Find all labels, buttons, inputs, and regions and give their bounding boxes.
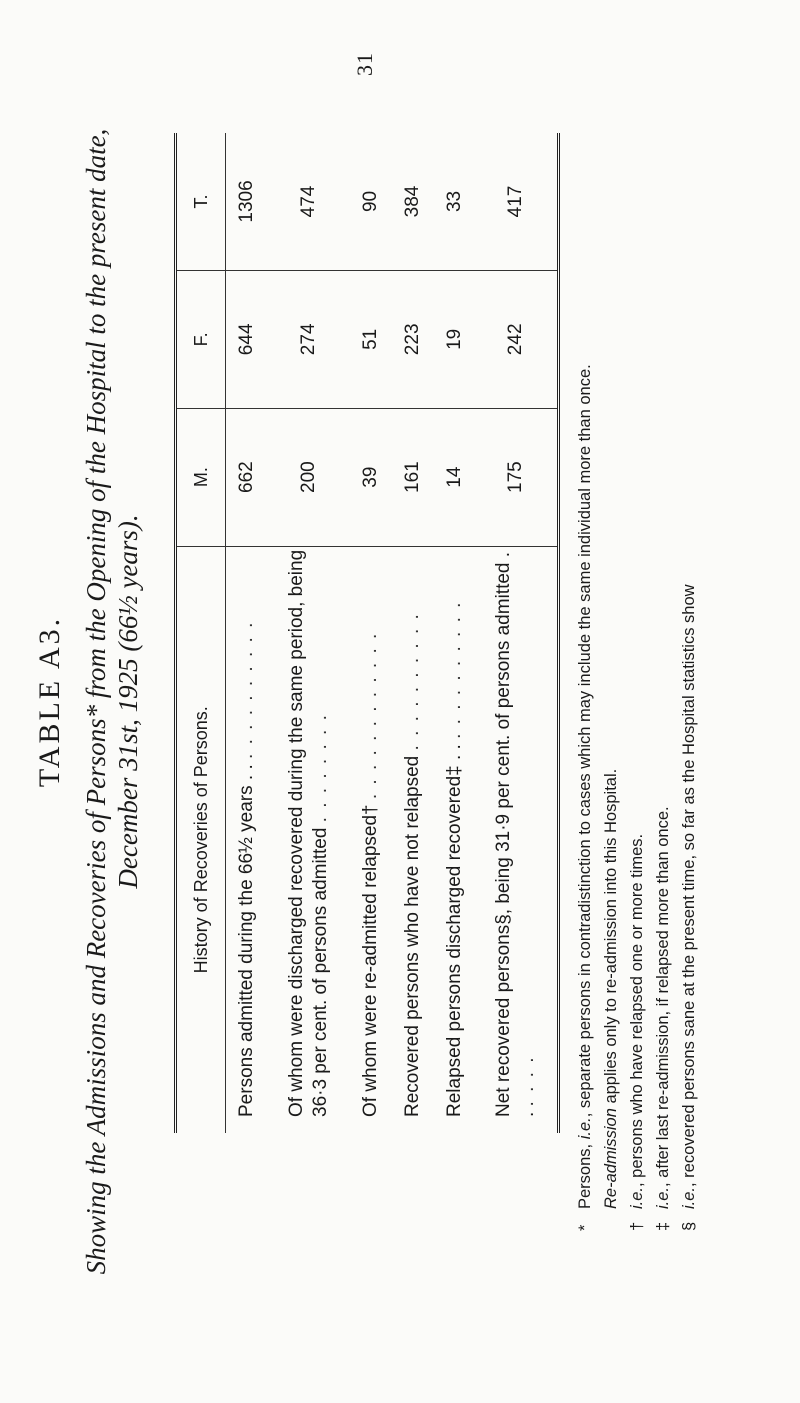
cell-female: 274 <box>268 270 349 408</box>
cell-female: 51 <box>350 270 392 408</box>
cell-male: 161 <box>392 408 434 546</box>
table-row <box>268 133 349 1133</box>
row-label: Relapsed persons discharged recovered‡ . . . . . . . . . . . . <box>443 600 465 1117</box>
footnote-relapsed: †i.e., persons who have relapsed one or more times. <box>628 833 646 1231</box>
cell-total: 90 <box>350 133 392 270</box>
table-row <box>476 133 557 1133</box>
table-row <box>434 133 476 1133</box>
table-header-row <box>177 133 226 1133</box>
page-number: 31 <box>352 52 377 76</box>
cell-female: 223 <box>392 270 434 408</box>
recoveries-table <box>174 133 560 1133</box>
cell-female: 644 <box>226 270 269 408</box>
row-label: Recovered persons who have not relapsed . . . . . . . . . . <box>401 612 423 1117</box>
row-label: Of whom were re-admitted relapsed† . . . . . . . . . . . . <box>359 631 381 1117</box>
subtitle-line-1: Showing the Admissions and Recoveries of Persons* from the Opening of the Hospital to the present date, <box>81 128 111 1275</box>
cell-total: 417 <box>476 133 557 270</box>
footnote-net-recovered: §i.e., recovered persons sane at the present time, so far as the Hospital statistics show <box>680 584 698 1231</box>
cell-male: 662 <box>226 408 269 546</box>
row-label: Persons admitted during the 66½ years . . . . . . . . . . . . <box>236 620 258 1117</box>
row-label: Of whom were discharged recovered during the same period, being 36·3 per cent. of persons admitted . . . . . . . . <box>285 549 331 1117</box>
table-row <box>350 133 392 1133</box>
footnote-readmission: Re-admission applies only to re-admission into this Hospital. <box>602 768 620 1209</box>
footnotes <box>572 31 702 1231</box>
cell-male: 175 <box>476 408 557 546</box>
table-subtitle <box>80 0 144 1403</box>
footnote-persons: *Persons, i.e., separate persons in contradistinction to cases which may include the same individual more than once. <box>576 364 594 1231</box>
subtitle-line-2: December 31st, 1925 (66½ years). <box>113 514 143 889</box>
header-female: F. <box>177 270 226 408</box>
cell-total: 474 <box>268 133 349 270</box>
cell-male: 14 <box>434 408 476 546</box>
header-total: T. <box>177 133 226 270</box>
cell-female: 242 <box>476 270 557 408</box>
header-male: M. <box>177 408 226 546</box>
table-title: TABLE A3. <box>33 615 66 788</box>
header-history: History of Recoveries of Persons. <box>177 546 226 1133</box>
cell-total: 33 <box>434 133 476 270</box>
cell-male: 200 <box>268 408 349 546</box>
row-label: Net recovered persons§, being 31·9 per cent. of persons admitted . . . . . . <box>493 551 539 1117</box>
cell-total: 384 <box>392 133 434 270</box>
cell-female: 19 <box>434 270 476 408</box>
cell-total: 1306 <box>226 133 269 270</box>
table-row <box>226 133 269 1133</box>
footnote-discharged: ‡i.e., after last re-admission, if relapsed more than once. <box>654 806 672 1231</box>
table-row <box>392 133 434 1133</box>
cell-male: 39 <box>350 408 392 546</box>
